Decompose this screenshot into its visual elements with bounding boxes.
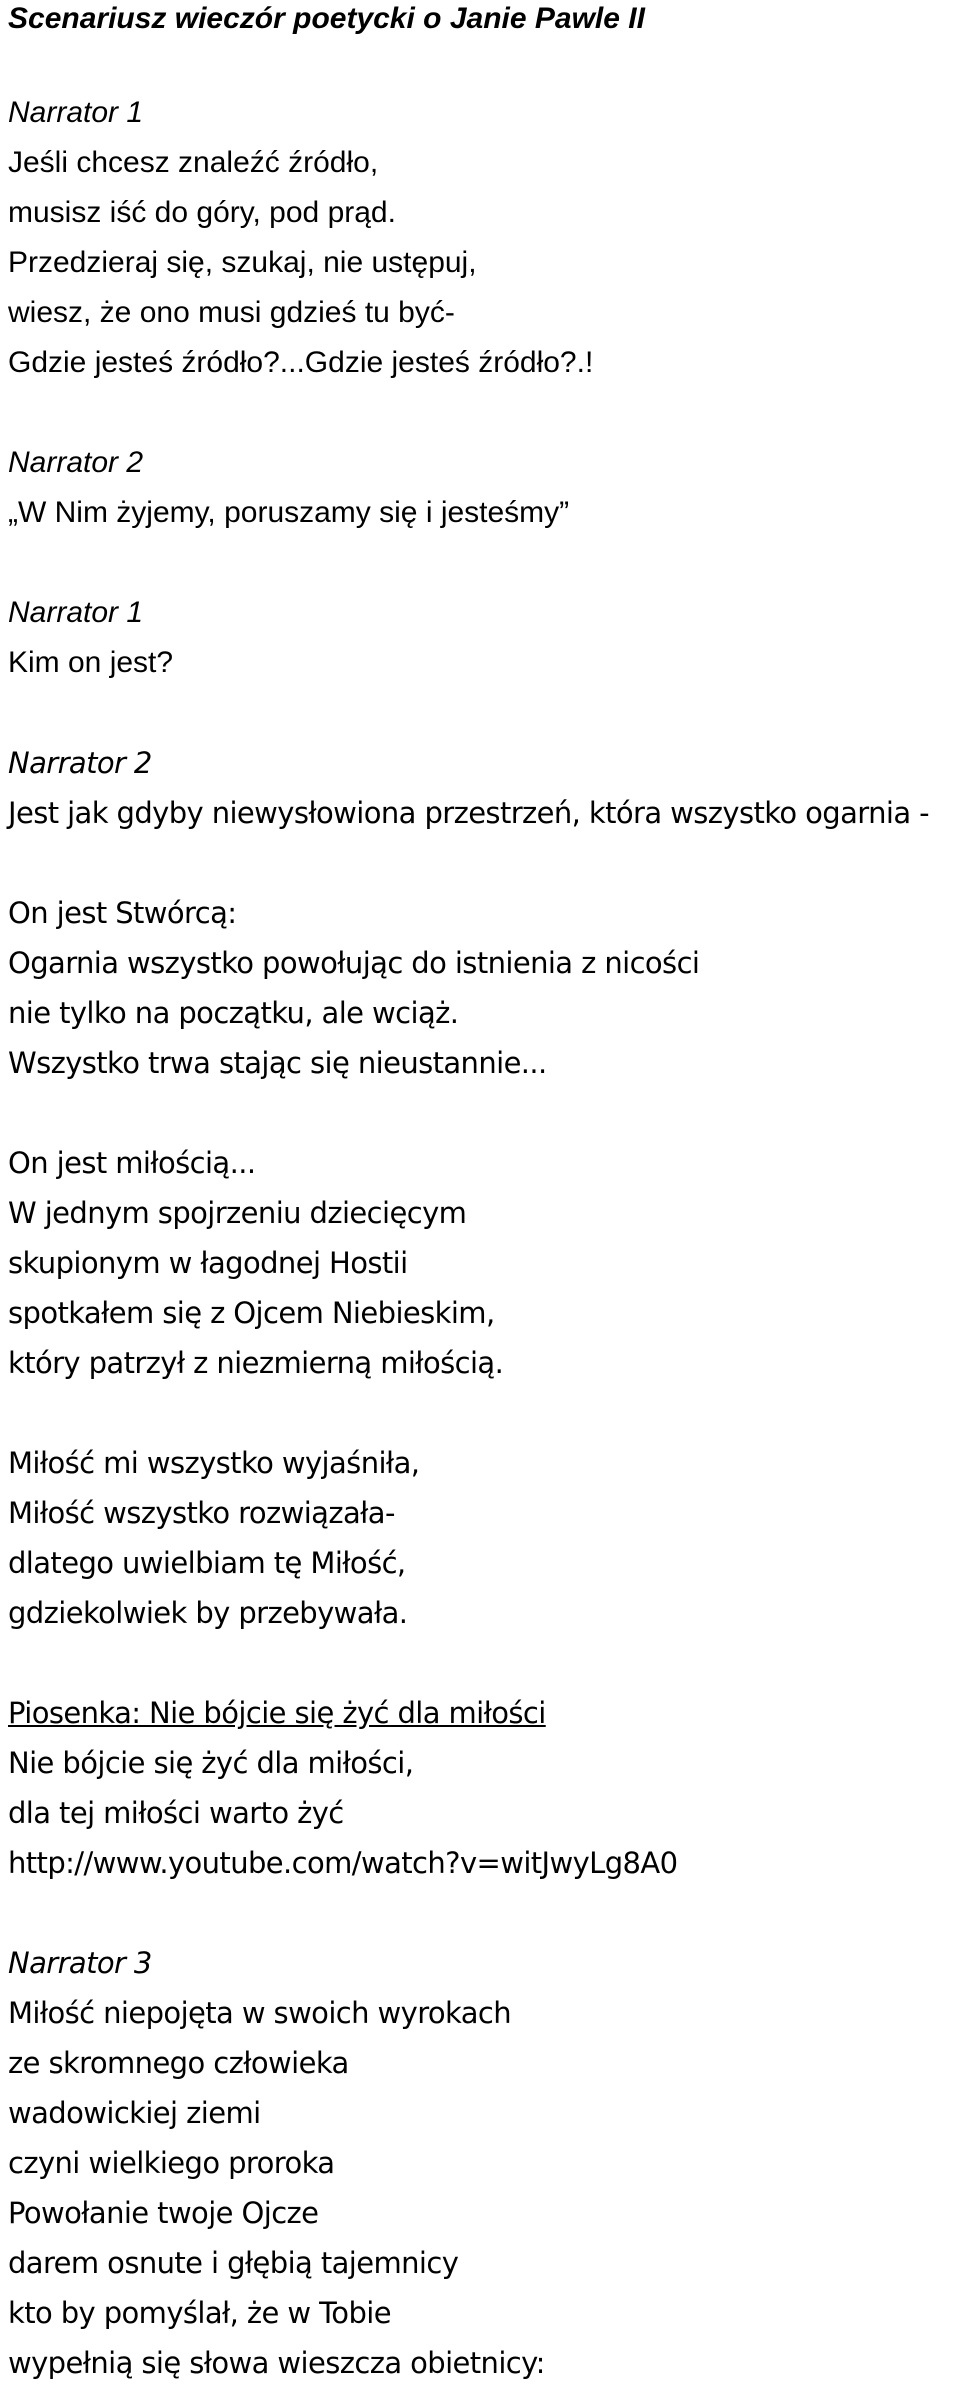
verse-line: Kim on jest? xyxy=(8,646,174,679)
verse-line: „W Nim żyjemy, poruszamy się i jesteśmy” xyxy=(8,496,570,529)
verse-line: Jest jak gdyby niewysłowiona przestrzeń, która wszystko ogarnia - xyxy=(8,796,929,830)
verse-line: wadowickiej ziemi xyxy=(8,2096,261,2130)
document-title: Scenariusz wieczór poetycki o Janie Pawle II xyxy=(8,2,645,35)
speaker-label: Narrator 1 xyxy=(8,96,144,129)
verse-line: W jednym spojrzeniu dziecięcym xyxy=(8,1196,467,1230)
verse-line: kto by pomyślał, że w Tobie xyxy=(8,2296,391,2330)
speaker-label: Narrator 1 xyxy=(8,596,144,629)
verse-line: dlatego uwielbiam tę Miłość, xyxy=(8,1546,406,1580)
verse-line: spotkałem się z Ojcem Niebieskim, xyxy=(8,1296,495,1330)
spacer xyxy=(8,1388,960,1438)
verse-line: Gdzie jesteś źródło?...Gdzie jesteś źródło?.! xyxy=(8,346,594,379)
verse-line: wiesz, że ono musi gdzieś tu być- xyxy=(8,296,455,329)
verse-line: Przedzieraj się, szukaj, nie ustępuj, xyxy=(8,246,477,279)
verse-line: który patrzył z niezmierną miłością. xyxy=(8,1346,504,1380)
song-heading: Piosenka: Nie bójcie się żyć dla miłości xyxy=(8,1696,546,1730)
verse-line: Miłość wszystko rozwiązała- xyxy=(8,1496,395,1530)
verse-line: skupionym w łagodnej Hostii xyxy=(8,1246,408,1280)
verse-line: czyni wielkiego proroka xyxy=(8,2146,335,2180)
spacer xyxy=(8,538,960,588)
verse-line: dla tej miłości warto żyć xyxy=(8,1796,344,1830)
verse-line: Nie bójcie się żyć dla miłości, xyxy=(8,1746,414,1780)
speaker-label: Narrator 2 xyxy=(8,746,152,780)
spacer xyxy=(8,388,960,438)
verse-line: wypełnią się słowa wieszcza obietnicy: xyxy=(8,2346,545,2380)
verse-line: ze skromnego człowieka xyxy=(8,2046,349,2080)
verse-line: gdziekolwiek by przebywała. xyxy=(8,1596,408,1630)
verse-line: darem osnute i głębią tajemnicy xyxy=(8,2246,459,2280)
verse-line: On jest Stwórcą: xyxy=(8,896,237,930)
verse-line: On jest miłością... xyxy=(8,1146,256,1180)
verse-line: Powołanie twoje Ojcze xyxy=(8,2196,319,2230)
speaker-label: Narrator 2 xyxy=(8,446,144,479)
spacer xyxy=(8,1888,960,1938)
spacer xyxy=(8,688,960,738)
verse-line: Miłość mi wszystko wyjaśniła, xyxy=(8,1446,420,1480)
verse-line: Wszystko trwa stając się nieustannie... xyxy=(8,1046,547,1080)
verse-line: Jeśli chcesz znaleźć źródło, xyxy=(8,146,379,179)
spacer xyxy=(8,1638,960,1688)
verse-line: Ogarnia wszystko powołując do istnienia z nicości xyxy=(8,946,700,980)
verse-line: nie tylko na początku, ale wciąż. xyxy=(8,996,459,1030)
song-link[interactable]: http://www.youtube.com/watch?v=witJwyLg8A0 xyxy=(8,1846,678,1880)
speaker-label: Narrator 3 xyxy=(8,1946,152,1980)
spacer xyxy=(8,38,960,88)
verse-line: Miłość niepojęta w swoich wyrokach xyxy=(8,1996,512,2030)
spacer xyxy=(8,1088,960,1138)
verse-line: musisz iść do góry, pod prąd. xyxy=(8,196,396,229)
spacer xyxy=(8,838,960,888)
